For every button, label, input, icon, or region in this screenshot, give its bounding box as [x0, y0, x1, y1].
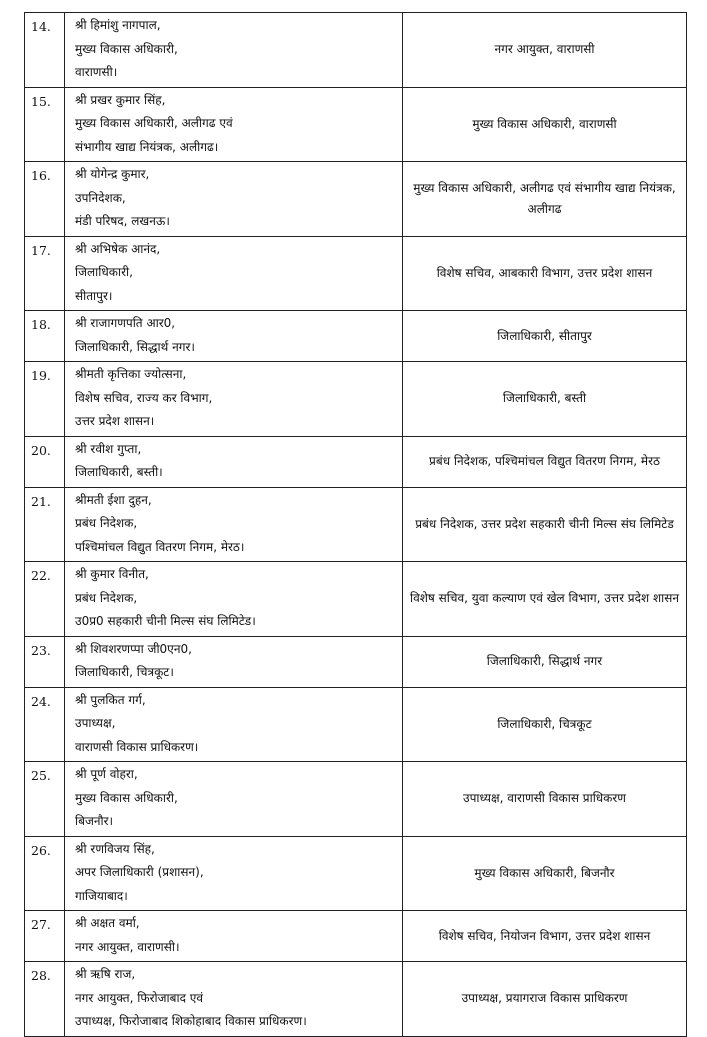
officer-line: उपनिदेशक, [75, 190, 126, 205]
serial-number: 17. [25, 236, 65, 311]
officer-current-post [65, 562, 403, 637]
serial-number: 22. [25, 562, 65, 637]
serial-number: 21. [25, 487, 65, 562]
officer-line: मंडी परिषद, लखनऊ। [75, 214, 170, 228]
officer-line: श्री शिवशरणप्पा जी0एन0, [75, 641, 192, 656]
officer-current-post [65, 436, 403, 487]
officer-line: श्री हिमांशु नागपाल, [75, 18, 161, 32]
new-posting: नगर आयुक्त, वाराणसी [403, 13, 687, 88]
officer-current-post [65, 487, 403, 562]
new-posting: विशेष सचिव, आबकारी विभाग, उत्तर प्रदेश शासन [403, 236, 687, 311]
serial-number: 20. [25, 436, 65, 487]
new-posting: उपाध्यक्ष, प्रयागराज विकास प्राधिकरण [403, 962, 687, 1037]
table-row [25, 162, 687, 237]
officer-line: जिलाधिकारी, बस्ती। [75, 465, 163, 479]
officer-line: मुख्य विकास अधिकारी, [75, 790, 178, 805]
new-posting: विशेष सचिव, युवा कल्याण एवं खेल विभाग, उत्तर प्रदेश शासन [403, 562, 687, 637]
officer-line: सीतापुर। [75, 288, 113, 303]
officer-line: श्री योगेन्द्र कुमार, [75, 167, 150, 181]
serial-number: 27. [25, 911, 65, 962]
new-posting: उपाध्यक्ष, वाराणसी विकास प्राधिकरण [403, 762, 687, 837]
serial-number: 25. [25, 762, 65, 837]
officer-current-post [65, 13, 403, 88]
officer-line: उपाध्यक्ष, [75, 716, 116, 730]
officer-line: श्री अक्षत वर्मा, [75, 916, 140, 930]
officer-current-post [65, 87, 403, 162]
new-posting: जिलाधिकारी, सीतापुर [403, 311, 687, 362]
officer-line: श्री ऋषि राज, [75, 967, 136, 981]
new-posting: जिलाधिकारी, बस्ती [403, 362, 687, 437]
new-posting: मुख्य विकास अधिकारी, बिजनौर [403, 836, 687, 911]
officer-line: जिलाधिकारी, [75, 265, 133, 279]
officer-line: श्री पूर्ण वोहरा, [75, 767, 138, 781]
serial-number: 15. [25, 87, 65, 162]
officer-line: श्रीमती कृत्तिका ज्योत्सना, [75, 367, 187, 381]
officer-line: वाराणसी। [75, 65, 118, 79]
table-row [25, 436, 687, 487]
officer-current-post [65, 911, 403, 962]
serial-number: 19. [25, 362, 65, 437]
table-row [25, 562, 687, 637]
officer-line: मुख्य विकास अधिकारी, [75, 41, 178, 56]
table-row [25, 836, 687, 911]
table-row [25, 962, 687, 1037]
new-posting: प्रबंध निदेशक, पश्चिमांचल विद्युत वितरण निगम, मेरठ [403, 436, 687, 487]
table-row [25, 687, 687, 762]
table-row [25, 362, 687, 437]
officer-line: उ0प्र0 सहकारी चीनी मिल्स संघ लिमिटेड। [75, 614, 256, 628]
table-row [25, 13, 687, 88]
table-row [25, 487, 687, 562]
officer-line: नगर आयुक्त, वाराणसी। [75, 939, 180, 954]
serial-number: 16. [25, 162, 65, 237]
table-row [25, 911, 687, 962]
serial-number: 18. [25, 311, 65, 362]
officer-line: उत्तर प्रदेश शासन। [75, 414, 155, 428]
serial-number: 26. [25, 836, 65, 911]
officer-line: श्री अभिषेक आनंद, [75, 241, 161, 256]
officer-current-post [65, 762, 403, 837]
officer-line: श्री रणविजय सिंह, [75, 841, 155, 856]
table-row [25, 236, 687, 311]
officer-line: श्री पुलकित गर्ग, [75, 692, 146, 707]
officer-line: प्रबंध निदेशक, [75, 516, 138, 530]
officer-line: गाजियाबाद। [75, 888, 128, 903]
officer-line: श्रीमती ईशा दुहन, [75, 492, 152, 507]
officer-line: प्रबंध निदेशक, [75, 590, 138, 605]
new-posting: मुख्य विकास अधिकारी, अलीगढ एवं संभागीय खाद्य नियंत्रक, अलीगढ [403, 162, 687, 237]
officer-line: अपर जिलाधिकारी (प्रशासन), [75, 865, 204, 879]
officer-line: विशेष सचिव, राज्य कर विभाग, [75, 390, 213, 405]
officer-line: पश्चिमांचल विद्युत वितरण निगम, मेरठ। [75, 539, 245, 554]
table-row [25, 636, 687, 687]
officer-line: संभागीय खाद्य नियंत्रक, अलीगढ। [75, 139, 219, 154]
table-row [25, 87, 687, 162]
serial-number: 23. [25, 636, 65, 687]
officer-line: मुख्य विकास अधिकारी, अलीगढ एवं [75, 116, 233, 130]
new-posting: प्रबंध निदेशक, उत्तर प्रदेश सहकारी चीनी मिल्स संघ लिमिटेड [403, 487, 687, 562]
officer-line: श्री राजागणपति आर0, [75, 316, 176, 330]
officer-current-post [65, 236, 403, 311]
officer-line: नगर आयुक्त, फिरोजाबाद एवं [75, 990, 204, 1005]
transfer-list-body [25, 13, 687, 1037]
officer-current-post [65, 836, 403, 911]
officer-line: वाराणसी विकास प्राधिकरण। [75, 739, 199, 754]
officer-line: श्री कुमार विनीत, [75, 567, 149, 581]
officer-current-post [65, 311, 403, 362]
officer-line: श्री रवीश गुप्ता, [75, 441, 142, 456]
officer-line: जिलाधिकारी, चित्रकूट। [75, 665, 174, 679]
new-posting: मुख्य विकास अधिकारी, वाराणसी [403, 87, 687, 162]
officer-current-post [65, 362, 403, 437]
transfer-list-table [24, 12, 687, 1037]
officer-current-post [65, 636, 403, 687]
serial-number: 24. [25, 687, 65, 762]
serial-number: 14. [25, 13, 65, 88]
officer-current-post [65, 162, 403, 237]
officer-line: जिलाधिकारी, सिद्धार्थ नगर। [75, 339, 195, 354]
new-posting: जिलाधिकारी, सिद्धार्थ नगर [403, 636, 687, 687]
officer-current-post [65, 962, 403, 1037]
officer-line: बिजनौर। [75, 814, 114, 828]
table-row [25, 762, 687, 837]
officer-current-post [65, 687, 403, 762]
officer-line: उपाध्यक्ष, फिरोजाबाद शिकोहाबाद विकास प्राधिकरण। [75, 1014, 307, 1028]
officer-line: श्री प्रखर कुमार सिंह, [75, 92, 166, 107]
new-posting: जिलाधिकारी, चित्रकूट [403, 687, 687, 762]
table-row [25, 311, 687, 362]
serial-number: 28. [25, 962, 65, 1037]
new-posting: विशेष सचिव, नियोजन विभाग, उत्तर प्रदेश शासन [403, 911, 687, 962]
